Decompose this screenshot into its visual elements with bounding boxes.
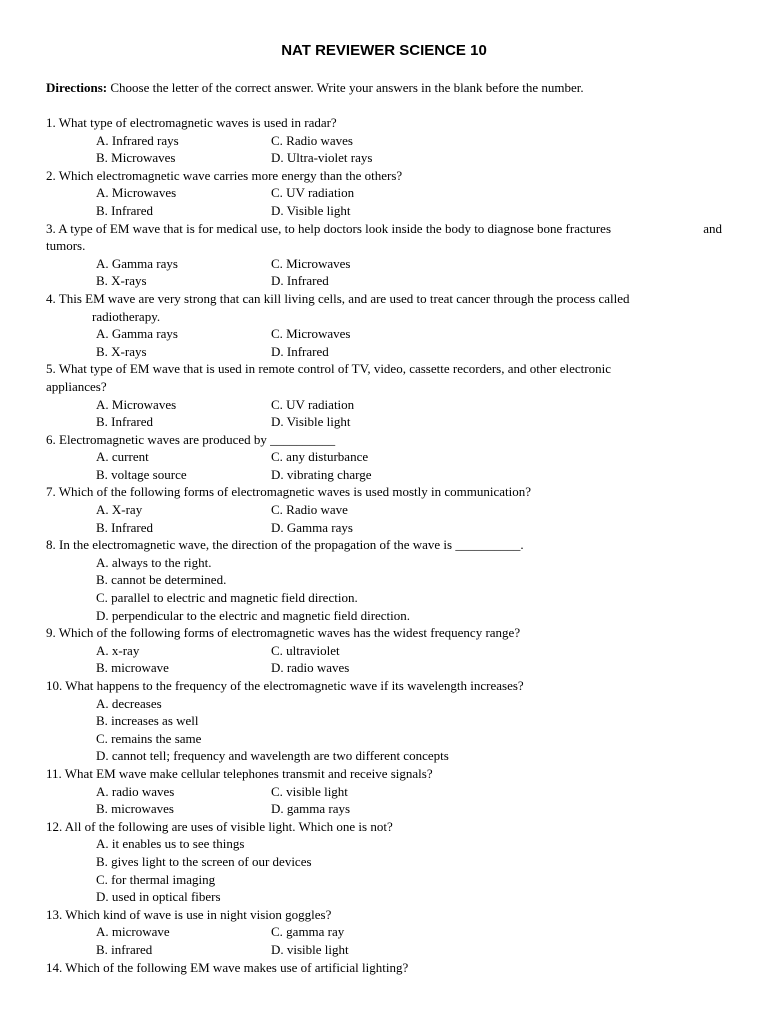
option-choice: B. Infrared: [96, 519, 154, 535]
option-row: [46, 835, 722, 853]
question-stem: 8. In the electromagnetic wave, the direction of the propagation of the wave is __________.: [46, 537, 524, 553]
question-stem: [46, 220, 722, 238]
option-choice: C. gamma ray: [271, 924, 345, 940]
option-row: [46, 853, 722, 871]
question-item: [46, 536, 722, 624]
option-choice: C. remains the same: [96, 730, 202, 746]
option-row: [46, 642, 722, 660]
question-item: [46, 959, 722, 977]
option-choice: B. cannot be determined.: [96, 572, 227, 588]
option-row: [46, 730, 722, 748]
option-choice: D. perpendicular to the electric and magnetic field direction.: [96, 607, 411, 623]
option-row: [46, 554, 722, 572]
option-row: [46, 923, 722, 941]
option-choice: D. visible light: [271, 941, 349, 957]
directions: [46, 79, 584, 97]
option-choice: C. Radio waves: [271, 132, 353, 148]
option-row: [46, 695, 722, 713]
question-item: [46, 167, 722, 220]
question-item: [46, 765, 722, 818]
option-row: [46, 396, 722, 414]
question-stem-text: 3. A type of EM wave that is for medical use, to help doctors look inside the body to diagnose bone fractures: [46, 220, 612, 236]
question-item: [46, 220, 722, 290]
option-row: [46, 571, 722, 589]
option-choice: A. it enables us to see things: [96, 836, 245, 852]
option-choice: A. Gamma rays: [96, 326, 178, 342]
option-choice: D. Visible light: [271, 414, 351, 430]
option-row: [46, 519, 722, 537]
option-row: [46, 607, 722, 625]
option-row: [46, 888, 722, 906]
option-row: [46, 202, 722, 220]
option-choice: C. for thermal imaging: [96, 871, 216, 887]
question-item: [46, 360, 722, 430]
option-choice: D. radio waves: [271, 660, 350, 676]
directions-label: Directions:: [46, 80, 108, 95]
option-row: [46, 413, 722, 431]
option-row: [46, 747, 722, 765]
question-stem-continued: appliances?: [46, 378, 107, 394]
directions-text: Choose the letter of the correct answer. Write your answers in the blank before the number.: [107, 80, 584, 95]
question-stem: 1. What type of electromagnetic waves is used in radar?: [46, 115, 337, 130]
option-row: [46, 149, 722, 167]
option-choice: D. Gamma rays: [271, 519, 353, 535]
option-row: [46, 184, 722, 202]
question-stem: 10. What happens to the frequency of the electromagnetic wave if its wavelength increases?: [46, 678, 524, 693]
option-choice: A. Gamma rays: [96, 255, 178, 271]
option-choice: C. Microwaves: [271, 326, 351, 342]
option-choice: D. Visible light: [271, 202, 351, 218]
question-stem: 14. Which of the following EM wave makes use of artificial lighting?: [46, 959, 409, 975]
option-choice: A. Infrared rays: [96, 132, 179, 148]
question-stem: 2. Which electromagnetic wave carries more energy than the others?: [46, 167, 403, 183]
question-stem: 4. This EM wave are very strong that can kill living cells, and are used to treat cancer through the process called: [46, 290, 630, 306]
option-choice: A. always to the right.: [96, 554, 212, 570]
option-row: [46, 325, 722, 343]
option-choice: C. UV radiation: [271, 396, 355, 412]
option-choice: A. Microwaves: [96, 396, 177, 412]
option-choice: A. x-ray: [96, 642, 140, 658]
option-choice: A. Microwaves: [96, 185, 177, 201]
option-choice: A. microwave: [96, 924, 170, 940]
option-row: [46, 712, 722, 730]
option-choice: B. Microwaves: [96, 150, 176, 166]
option-choice: D. used in optical fibers: [96, 889, 221, 905]
question-item: [46, 114, 722, 167]
question-item: [46, 818, 722, 906]
option-choice: C. visible light: [271, 783, 348, 799]
option-choice: B. Infrared: [96, 414, 154, 430]
option-row: [46, 132, 722, 150]
option-choice: D. Ultra-violet rays: [271, 150, 373, 166]
option-choice: B. microwaves: [96, 801, 174, 817]
option-choice: C. Microwaves: [271, 255, 351, 271]
option-choice: B. X-rays: [96, 273, 147, 289]
question-stem: 7. Which of the following forms of electromagnetic waves is used mostly in communication?: [46, 484, 531, 500]
option-row: [46, 941, 722, 959]
option-row: [46, 255, 722, 273]
option-choice: B. increases as well: [96, 713, 199, 729]
option-choice: D. cannot tell; frequency and wavelength are two different concepts: [96, 748, 449, 764]
option-choice: B. voltage source: [96, 466, 187, 482]
option-choice: C. ultraviolet: [271, 642, 340, 658]
option-choice: B. X-rays: [96, 343, 147, 359]
question-item: [46, 483, 722, 536]
question-item: [46, 677, 722, 765]
question-item: [46, 624, 722, 677]
question-list: [46, 114, 722, 976]
option-choice: C. UV radiation: [271, 185, 355, 201]
question-stem-continued: radiotherapy.: [92, 308, 161, 324]
question-stem-tail: and: [703, 220, 722, 236]
question-item: [46, 431, 722, 484]
option-choice: A. current: [96, 449, 149, 465]
option-choice: B. microwave: [96, 660, 169, 676]
option-choice: D. Infrared: [271, 273, 329, 289]
option-row: [46, 783, 722, 801]
option-choice: B. infrared: [96, 941, 153, 957]
option-choice: C. Radio wave: [271, 502, 348, 518]
option-row: [46, 871, 722, 889]
option-choice: D. Infrared: [271, 343, 329, 359]
question-stem: 9. Which of the following forms of electromagnetic waves has the widest frequency range?: [46, 625, 521, 641]
question-item: [46, 906, 722, 959]
question-stem: 13. Which kind of wave is use in night vision goggles?: [46, 906, 332, 922]
option-choice: A. decreases: [96, 695, 162, 711]
question-stem: 12. All of the following are uses of visible light. Which one is not?: [46, 818, 393, 834]
option-row: [46, 800, 722, 818]
question-stem: 11. What EM wave make cellular telephones transmit and receive signals?: [46, 765, 433, 781]
option-choice: C. any disturbance: [271, 449, 369, 465]
option-row: [46, 589, 722, 607]
option-row: [46, 466, 722, 484]
option-row: [46, 501, 722, 519]
question-stem: 5. What type of EM wave that is used in remote control of TV, video, cassette recorders, and other electronic: [46, 361, 611, 377]
option-row: [46, 272, 722, 290]
option-choice: C. parallel to electric and magnetic field direction.: [96, 590, 358, 606]
question-stem: 6. Electromagnetic waves are produced by __________: [46, 431, 336, 447]
option-row: [46, 448, 722, 466]
option-row: [46, 659, 722, 677]
option-choice: D. vibrating charge: [271, 466, 372, 482]
page-title: NAT REVIEWER SCIENCE 10: [281, 42, 487, 59]
option-choice: B. Infrared: [96, 202, 154, 218]
question-item: [46, 290, 722, 360]
option-choice: A. radio waves: [96, 783, 175, 799]
option-choice: B. gives light to the screen of our devices: [96, 853, 312, 869]
option-row: [46, 343, 722, 361]
question-stem-continued: tumors.: [46, 238, 86, 254]
option-choice: A. X-ray: [96, 502, 143, 518]
option-choice: D. gamma rays: [271, 801, 351, 817]
